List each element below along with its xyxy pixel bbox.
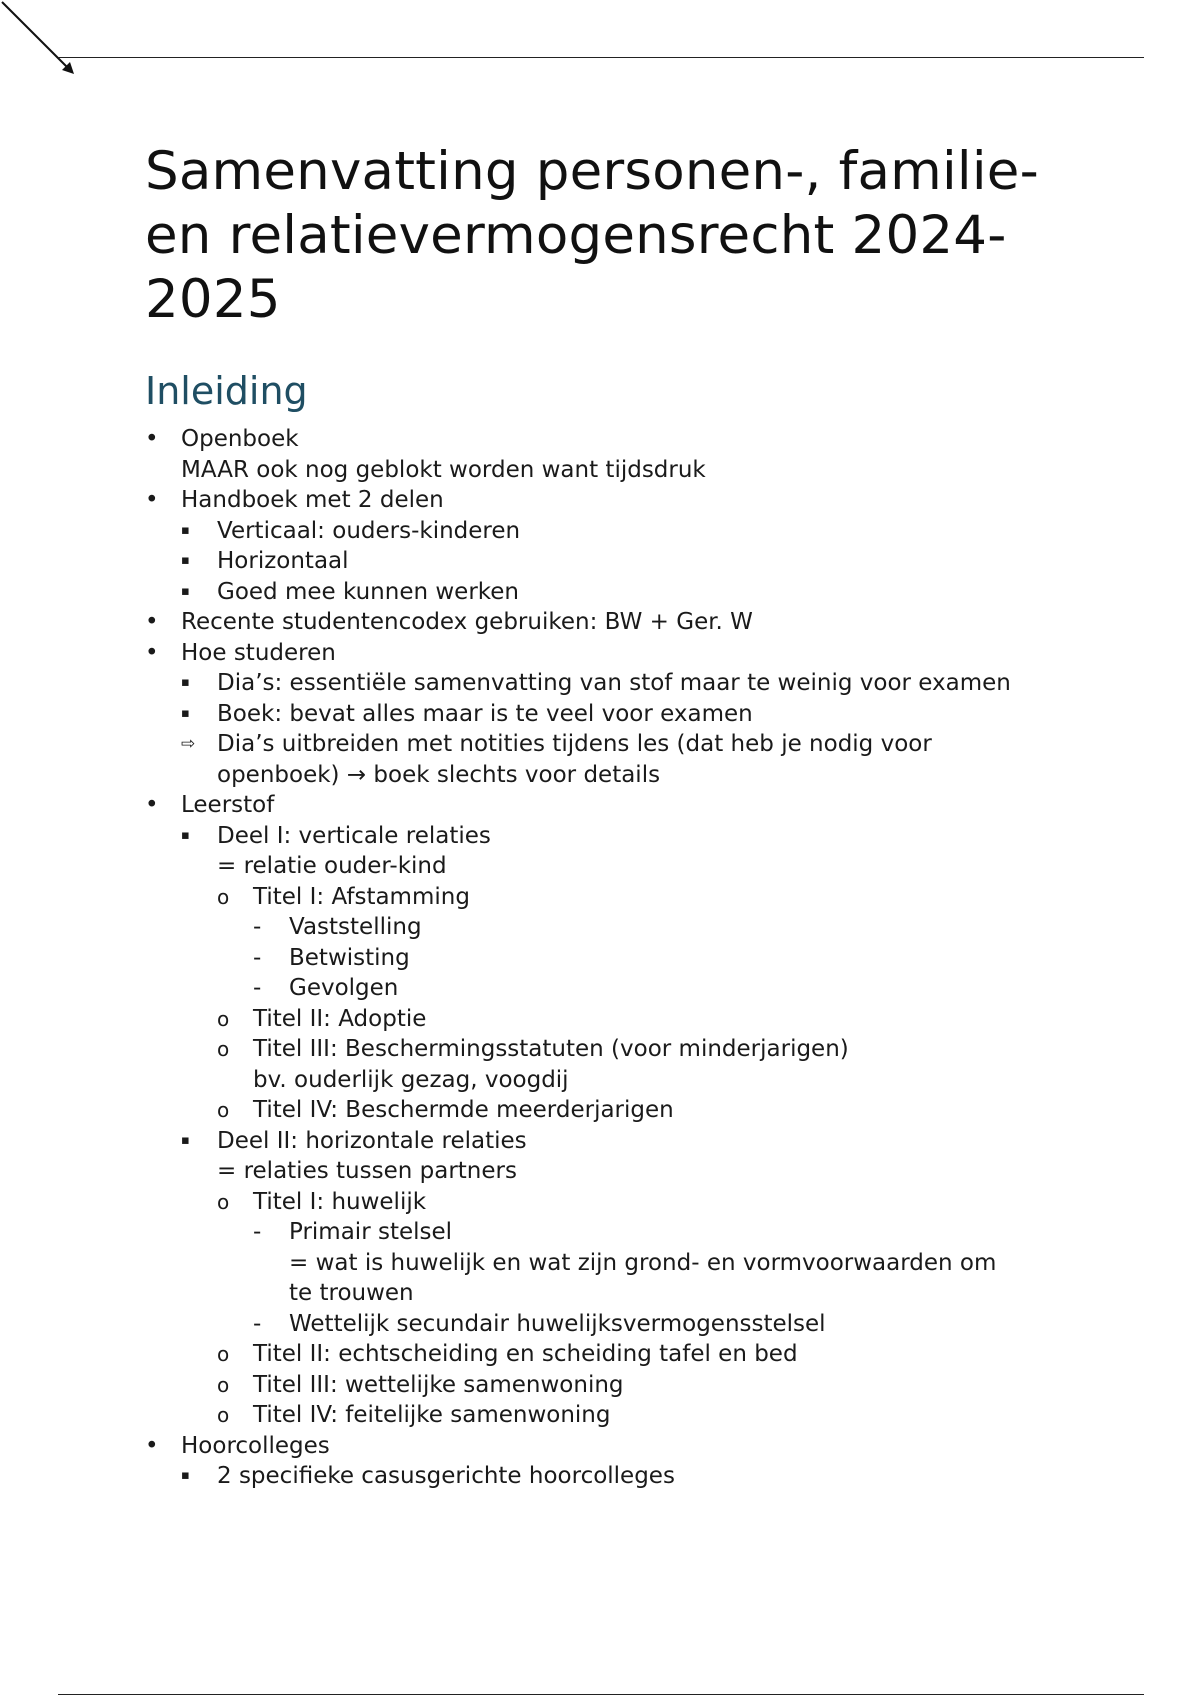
bullet-icon: • bbox=[145, 426, 159, 452]
list-item bbox=[145, 882, 1085, 913]
list-item bbox=[145, 821, 1085, 882]
list-item-text: MAAR ook nog geblokt worden want tijdsdruk bbox=[181, 456, 706, 483]
list-item-text: Primair stelsel bbox=[289, 1219, 453, 1245]
list-item bbox=[145, 607, 1085, 638]
bullet-icon: o bbox=[217, 1037, 230, 1061]
bullet-icon: - bbox=[253, 1219, 262, 1245]
outline-list bbox=[145, 424, 1085, 1492]
bullet-icon: ▪ bbox=[181, 1468, 190, 1483]
list-item bbox=[145, 1431, 1085, 1462]
bullet-icon: ▪ bbox=[181, 705, 190, 721]
list-item-text: Titel I: Afstamming bbox=[253, 883, 470, 910]
list-item-text: Verticaal: ouders-kinderen bbox=[217, 517, 521, 544]
list-item-text: Wettelijk secundair huwelijksvermogensstelsel bbox=[289, 1310, 826, 1337]
list-item bbox=[145, 1004, 1085, 1035]
document-body bbox=[145, 140, 1085, 1492]
list-item bbox=[145, 1370, 1085, 1401]
bottom-rule bbox=[58, 1694, 1144, 1695]
list-item-text: Recente studentencodex gebruiken: BW + Ger. W bbox=[181, 609, 753, 635]
list-item-text: = relaties tussen partners bbox=[217, 1158, 517, 1184]
list-item bbox=[145, 668, 1085, 699]
list-item bbox=[145, 1400, 1085, 1431]
bullet-icon: o bbox=[217, 884, 230, 909]
list-item bbox=[145, 1339, 1085, 1370]
corner-arrow-icon bbox=[0, 0, 80, 80]
bullet-icon: - bbox=[253, 944, 262, 971]
list-item-text: Hoorcolleges bbox=[181, 1432, 330, 1459]
list-item bbox=[145, 943, 1085, 974]
list-item-text: 2 specifieke casusgerichte hoorcolleges bbox=[217, 1463, 675, 1489]
bullet-icon: o bbox=[217, 1189, 230, 1214]
list-item bbox=[145, 973, 1085, 1004]
list-item bbox=[145, 729, 1085, 790]
list-item bbox=[145, 424, 1085, 485]
list-item-text: Titel II: Adoptie bbox=[253, 1005, 427, 1032]
list-item-text: Dia’s: essentiële samenvatting van stof maar te weinig voor examen bbox=[217, 670, 1011, 696]
list-item-text: openboek) → boek slechts voor details bbox=[217, 761, 661, 788]
list-item bbox=[145, 790, 1085, 821]
list-item-text: Boek: bevat alles maar is te veel voor examen bbox=[217, 700, 753, 727]
list-item bbox=[145, 485, 1085, 516]
list-item-text: Leerstof bbox=[181, 792, 275, 818]
list-item-text: te trouwen bbox=[289, 1280, 414, 1306]
bullet-icon: ▪ bbox=[181, 553, 190, 568]
list-item-text: = wat is huwelijk en wat zijn grond- en vormvoorwaarden om bbox=[289, 1249, 997, 1276]
list-item-text: Titel III: wettelijke samenwoning bbox=[253, 1371, 624, 1398]
bullet-icon: o bbox=[217, 1098, 230, 1122]
bullet-icon: ▪ bbox=[181, 1132, 190, 1148]
list-item-text: Gevolgen bbox=[289, 975, 399, 1001]
bullet-icon: ⇨ bbox=[181, 734, 196, 754]
list-item bbox=[145, 1217, 1085, 1309]
list-item-text: Horizontaal bbox=[217, 548, 349, 574]
bullet-icon: ▪ bbox=[181, 827, 190, 843]
list-item-text: Vaststelling bbox=[289, 914, 422, 940]
list-item-text: Betwisting bbox=[289, 944, 410, 971]
list-item bbox=[145, 577, 1085, 608]
bullet-icon: • bbox=[145, 487, 159, 513]
bullet-icon: o bbox=[217, 1372, 230, 1397]
list-item-text: Deel I: verticale relaties bbox=[217, 822, 491, 849]
list-item-text: Dia’s uitbreiden met notities tijdens les (dat heb je nodig voor bbox=[217, 731, 932, 757]
bullet-icon: - bbox=[253, 975, 262, 1001]
list-item bbox=[145, 912, 1085, 943]
list-item-text: Handboek met 2 delen bbox=[181, 487, 444, 513]
list-item bbox=[145, 699, 1085, 730]
list-item-text: Titel IV: Beschermde meerderjarigen bbox=[253, 1097, 674, 1123]
document-title: Samenvatting personen-, familie- en relatievermogensrecht 2024-2025 bbox=[145, 141, 1039, 330]
bullet-icon: ▪ bbox=[181, 583, 190, 599]
bullet-icon: ▪ bbox=[181, 675, 190, 690]
list-item-text: Goed mee kunnen werken bbox=[217, 578, 519, 605]
list-item bbox=[145, 516, 1085, 547]
bullet-icon: • bbox=[145, 639, 159, 666]
list-item bbox=[145, 1187, 1085, 1218]
bullet-icon: • bbox=[145, 792, 159, 818]
bullet-icon: - bbox=[253, 1310, 262, 1337]
list-item bbox=[145, 1095, 1085, 1126]
list-item-text: bv. ouderlijk gezag, voogdij bbox=[253, 1066, 569, 1093]
list-item bbox=[145, 546, 1085, 577]
list-item-text: = relatie ouder-kind bbox=[217, 853, 447, 879]
list-item-text: Titel I: huwelijk bbox=[253, 1188, 427, 1215]
list-item bbox=[145, 1461, 1085, 1492]
list-item-text: Hoe studeren bbox=[181, 639, 336, 666]
bullet-icon: o bbox=[217, 1006, 230, 1031]
list-item-text: Titel II: echtscheiding en scheiding tafel en bed bbox=[253, 1341, 798, 1367]
bullet-icon: o bbox=[217, 1342, 230, 1366]
bullet-icon: o bbox=[217, 1403, 230, 1427]
list-item bbox=[145, 1034, 1085, 1095]
bullet-icon: • bbox=[145, 1432, 159, 1459]
list-item-text: Openboek bbox=[181, 426, 299, 452]
section-heading: Inleiding bbox=[145, 369, 308, 413]
list-item-text: Deel II: horizontale relaties bbox=[217, 1127, 527, 1154]
list-item bbox=[145, 1309, 1085, 1340]
bullet-icon: ▪ bbox=[181, 522, 190, 538]
bullet-icon: - bbox=[253, 914, 262, 940]
top-rule bbox=[58, 57, 1144, 58]
list-item-text: Titel IV: feitelijke samenwoning bbox=[253, 1402, 611, 1428]
bullet-icon: • bbox=[145, 609, 159, 635]
list-item-text: Titel III: Beschermingsstatuten (voor minderjarigen) bbox=[253, 1036, 849, 1062]
list-item bbox=[145, 638, 1085, 669]
list-item bbox=[145, 1126, 1085, 1187]
